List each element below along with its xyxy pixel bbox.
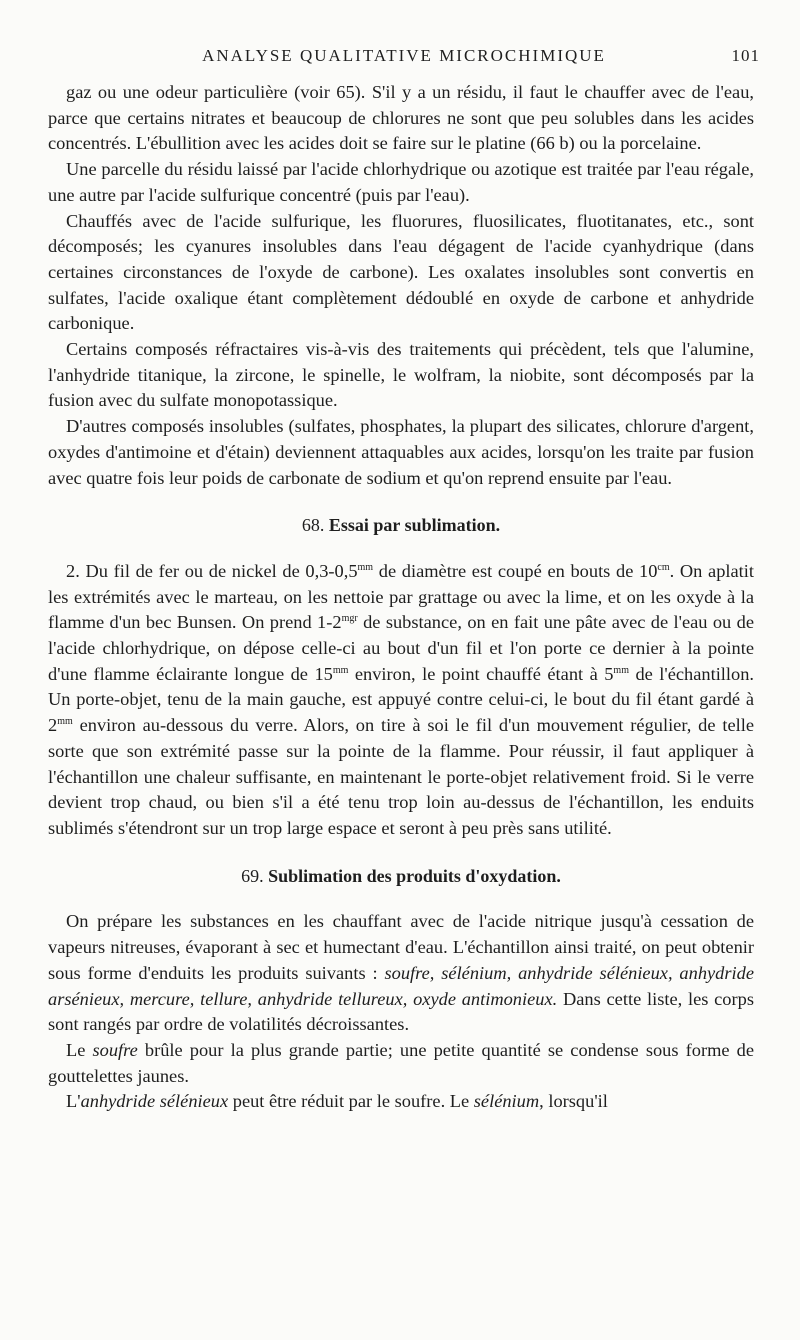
unit-superscript: mm bbox=[613, 664, 629, 676]
text-run: brûle pour la plus grande partie; une petite quantité se condense sous forme de gouttelettes jaunes. bbox=[48, 1039, 754, 1086]
text-run: de diamètre est coupé en bouts de 10 bbox=[373, 560, 658, 581]
italic-run: soufre, sélénium, anhydride sélénieux, anhydride arsénieux, mercure, tellure, anhydride tellureux, oxyde antimonieux. bbox=[48, 962, 754, 1009]
text-run: de l'échantillon. Un porte-objet, tenu de la main gauche, est appuyé contre celui-ci, le bout du fil étant gardé à 2 bbox=[48, 663, 755, 736]
italic-run: soufre bbox=[92, 1039, 138, 1060]
text-run: , lorsqu'il bbox=[539, 1091, 608, 1112]
page-number: 101 bbox=[731, 46, 760, 65]
text-run: de substance, on en fait une pâte avec de l'eau ou de l'acide chlorhydrique, on dépose celle-ci au bout d'un fil et l'on porte ce dernier à la pointe d'une flamme éclairante longue de 15 bbox=[48, 612, 755, 684]
unit-superscript: mm bbox=[332, 664, 349, 676]
text-run: . On aplatit les extrémités avec le marteau, on les nettoie par grattage ou avec la lime, et on les oxyde à la flamme d'un bec Bunsen. On prend 1-2 bbox=[48, 560, 755, 633]
section-title: Essai par sublimation. bbox=[328, 515, 501, 536]
paragraph bbox=[48, 559, 754, 842]
text-run: Dans cette liste, les corps sont rangés par ordre de volatilités décroissantes. bbox=[48, 988, 754, 1035]
section-heading-69 bbox=[48, 864, 754, 890]
paragraph: Chauffés avec de l'acide sulfurique, les fluorures, fluosilicates, fluotitanates, etc., sont décomposés; les cyanures insolubles dans l'eau dégagent de l'acide cyanhydrique (dans certaines circonstances de l'oxyde de carbone). Les oxalates insolubles sont convertis en sulfates, l'acide oxalique étant complètement dédoublé en oxyde de carbone et anhydride carbonique. bbox=[48, 210, 754, 334]
paragraph: Certains composés réfractaires vis-à-vis des traitements qui précèdent, tels que l'alumine, l'anhydride titanique, la zircone, le spinelle, le wolfram, la niobite, sont décomposés par la fusion avec du sulfate monopotassique. bbox=[48, 339, 754, 411]
text-run: L' bbox=[66, 1091, 81, 1112]
running-title: ANALYSE QUALITATIVE MICROCHIMIQUE bbox=[202, 46, 606, 65]
paragraph bbox=[48, 909, 754, 1038]
text-run: peut être réduit par le soufre. Le bbox=[228, 1091, 474, 1112]
section-title: Sublimation des produits d'oxydation. bbox=[268, 865, 561, 886]
section-number: 69. bbox=[241, 865, 264, 886]
text-run: On prépare les substances en les chauffant avec de l'acide nitrique jusqu'à cessation de vapeurs nitreuses, évaporant à sec et humectant d'eau. L'échantillon ainsi traité, on peut obtenir sous forme d'enduits les produits suivants : bbox=[48, 911, 754, 983]
italic-run: anhydride sélénieux bbox=[80, 1091, 229, 1112]
unit-superscript: cm bbox=[657, 561, 670, 573]
section-heading-68 bbox=[48, 513, 754, 539]
unit-superscript: mm bbox=[357, 561, 374, 573]
paragraph bbox=[48, 1089, 754, 1115]
unit-superscript: mm bbox=[57, 716, 73, 728]
unit-superscript: mgr bbox=[341, 613, 358, 625]
running-head bbox=[48, 46, 760, 70]
body-text bbox=[48, 80, 754, 1115]
text-run: Le bbox=[66, 1039, 93, 1060]
paragraph bbox=[48, 1038, 754, 1089]
italic-run: sélénium bbox=[473, 1091, 540, 1112]
text-run: 2. Du fil de fer ou de nickel de 0,3-0,5 bbox=[66, 560, 358, 581]
text-run: environ au-dessous du verre. Alors, on tire à soi le fil d'un mouvement régulier, de telle sorte que son extrémité passe sur la pointe de la flamme. Pour réussir, il faut appliquer à l'échantillon une chaleur suffisante, en maintenant le porte-objet relativement froid. Si le verre devient trop chaud, ou bien s'il a été tenu trop loin au-dessus de l'échantillon, les enduits sublimés s'étendront sur un trop large espace et seront à peu près sans utilité. bbox=[48, 715, 754, 838]
paragraph: Une parcelle du résidu laissé par l'acide chlorhydrique ou azotique est traitée par l'eau régale, une autre par l'acide sulfurique concentré (puis par l'eau). bbox=[48, 159, 754, 205]
paragraph: gaz ou une odeur particulière (voir 65). S'il y a un résidu, il faut le chauffer avec de l'eau, parce que certains nitrates et beaucoup de chlorures ne sont que peu solubles dans les acides concentrés. L'ébullition avec les acides doit se faire sur le platine (66 b) ou la porcelaine. bbox=[48, 82, 754, 154]
paragraph: D'autres composés insolubles (sulfates, phosphates, la plupart des silicates, chlorure d'argent, oxydes d'antimoine et d'étain) deviennent attaquables aux acides, lorsqu'on les traite par fusion avec quatre fois leur poids de carbonate de sodium et qu'on reprend ensuite par l'eau. bbox=[48, 416, 754, 488]
text-run: environ, le point chauffé étant à 5 bbox=[348, 663, 614, 684]
section-number: 68. bbox=[301, 515, 325, 536]
